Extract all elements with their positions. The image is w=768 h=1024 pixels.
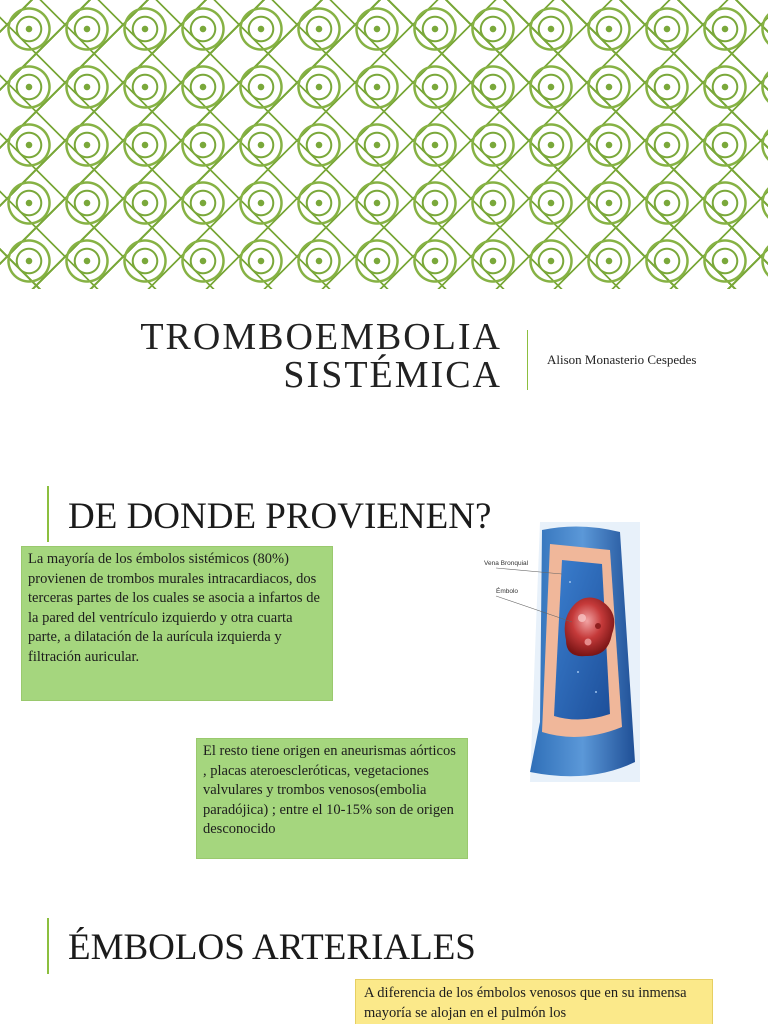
label-embolus: Émbolo: [496, 588, 519, 595]
slide-title-line-2: SISTÉMICA: [283, 354, 502, 396]
slide-title-line-1: TROMBOEMBOLIA: [140, 316, 502, 358]
vessel-embolus-illustration: [470, 522, 640, 782]
slide-title: [140, 318, 502, 394]
author-name: Alison Monasterio Cespedes: [547, 352, 697, 367]
info-box-arterial-emboli: A diferencia de los émbolos venosos que en su inmensa mayoría se alojan en el pulmón los: [355, 979, 713, 1024]
section-heading-origin: DE DONDE PROVIENEN?: [68, 496, 492, 537]
section-heading-arterial-emboli: ÉMBOLOS ARTERIALES: [68, 927, 476, 968]
info-box-systemic-emboli: La mayoría de los émbolos sistémicos (80%) provienen de trombos murales intracardiacos, dos terceras partes de los cuales se asocia a infartos de la pared del ventrículo izquierdo y otra cuarta parte, a dilatación de la aurícula izquierda y filtración auricular.: [21, 546, 333, 701]
decorative-pattern-banner: [0, 0, 768, 289]
title-divider: [527, 330, 528, 390]
heading-accent-bar: [47, 486, 49, 542]
label-bronchial-vein: Vena Bronquial: [484, 560, 529, 567]
heading-accent-bar: [47, 918, 49, 974]
info-box-other-origins: El resto tiene origen en aneurismas aórticos , placas ateroescleróticas, vegetaciones valvulares y trombos venosos(embolia paradójica) ; entre el 10-15% son de origen desconocido: [196, 738, 468, 859]
